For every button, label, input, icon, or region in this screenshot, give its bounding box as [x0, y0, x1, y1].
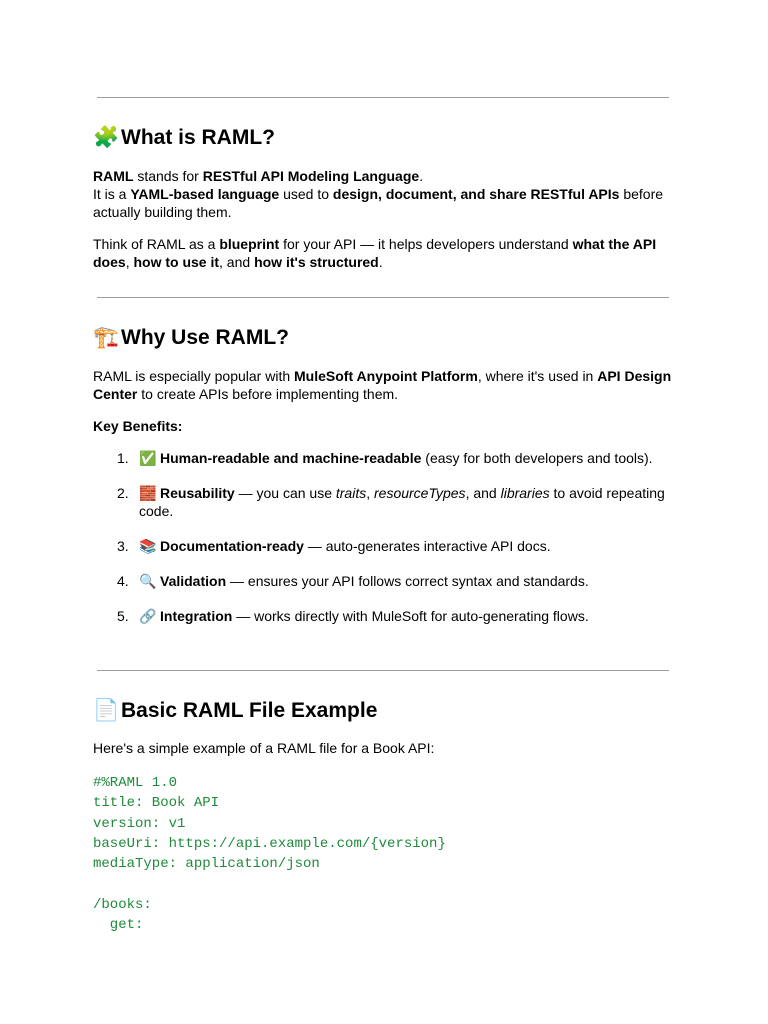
puzzle-piece-icon: 🧩 [93, 126, 120, 149]
text: — works directly with MuleSoft for auto-generating flows. [232, 608, 589, 624]
heading-text: Basic RAML File Example [121, 699, 378, 722]
list-item [93, 449, 678, 467]
divider [97, 670, 669, 671]
list-item [93, 607, 678, 625]
list-number: 4. [117, 573, 129, 589]
bold-text: blueprint [219, 236, 280, 252]
text: . [419, 168, 424, 184]
bold-text: RESTful API Modeling Language [202, 168, 420, 184]
section-heading-why-use-raml [93, 325, 289, 351]
text: stands for [133, 168, 203, 184]
link-icon: 🔗 [139, 608, 157, 624]
bold-text: how it's structured [254, 254, 379, 270]
text: for your API — it helps developers understand [279, 236, 573, 252]
bold-text: Documentation-ready [160, 538, 304, 554]
bold-text: Key Benefits: [93, 418, 183, 434]
text: (easy for both developers and tools). [421, 450, 653, 466]
example-intro: Here's a simple example of a RAML file for a Book API: [93, 740, 435, 756]
divider [97, 97, 669, 98]
divider [97, 297, 669, 298]
bold-text: RAML [93, 168, 134, 184]
bold-text: API Design Center [93, 368, 672, 402]
list-item [93, 484, 678, 520]
text: , [366, 485, 374, 501]
list-item [93, 537, 678, 555]
text: to create APIs before implementing them. [137, 386, 399, 402]
bold-text: Validation [160, 573, 227, 589]
benefits-list [93, 449, 678, 642]
heading-text: Why Use RAML? [121, 326, 289, 349]
bold-text: design, document, and share RESTful APIs [332, 186, 620, 202]
text: — auto-generates interactive API docs. [303, 538, 551, 554]
paragraph-mulesoft [93, 367, 678, 403]
section-heading-raml-example [93, 698, 377, 724]
italic-text: traits [335, 485, 367, 501]
italic-text: libraries [500, 485, 550, 501]
text: Think of RAML as a [93, 236, 220, 252]
paragraph-raml-definition [93, 167, 678, 221]
key-benefits-label [93, 417, 678, 435]
list-item [93, 572, 678, 590]
list-number: 2. [117, 485, 129, 501]
bold-text: how to use it [133, 254, 220, 270]
books-icon: 📚 [139, 538, 157, 554]
text: It is a [93, 186, 131, 202]
text: , and [465, 485, 501, 501]
bold-text: what the API does [93, 236, 657, 270]
bold-text: MuleSoft Anypoint Platform [294, 368, 478, 384]
text: used to [279, 186, 333, 202]
heading-text: What is RAML? [121, 126, 275, 149]
raml-code-block: #%RAML 1.0 title: Book API version: v1 baseUri: https://api.example.com/{version} mediaType: application/json /books: get: [93, 775, 446, 934]
brick-icon: 🧱 [139, 485, 157, 501]
list-number: 3. [117, 538, 129, 554]
text: — ensures your API follows correct syntax and standards. [226, 573, 589, 589]
list-number: 1. [117, 450, 129, 466]
magnifying-glass-icon: 🔍 [139, 573, 157, 589]
bold-text: YAML-based language [130, 186, 280, 202]
bold-text: Reusability [160, 485, 235, 501]
text: , [125, 254, 134, 270]
paragraph-blueprint [93, 235, 678, 271]
text: to avoid repeating code. [139, 485, 665, 519]
bold-text: Human-readable and machine-readable [160, 450, 422, 466]
document-icon: 📄 [93, 699, 120, 722]
text: — you can use [234, 485, 336, 501]
check-mark-icon: ✅ [139, 450, 157, 466]
list-number: 5. [117, 608, 129, 624]
text: , where it's used in [477, 368, 598, 384]
section-heading-what-is-raml [93, 125, 275, 151]
text: . [378, 254, 383, 270]
italic-text: resourceTypes [374, 485, 466, 501]
bold-text: Integration [160, 608, 233, 624]
text: RAML is especially popular with [93, 368, 295, 384]
text: , and [219, 254, 255, 270]
construction-crane-icon: 🏗️ [93, 326, 120, 349]
text: before actually building them. [93, 186, 664, 220]
